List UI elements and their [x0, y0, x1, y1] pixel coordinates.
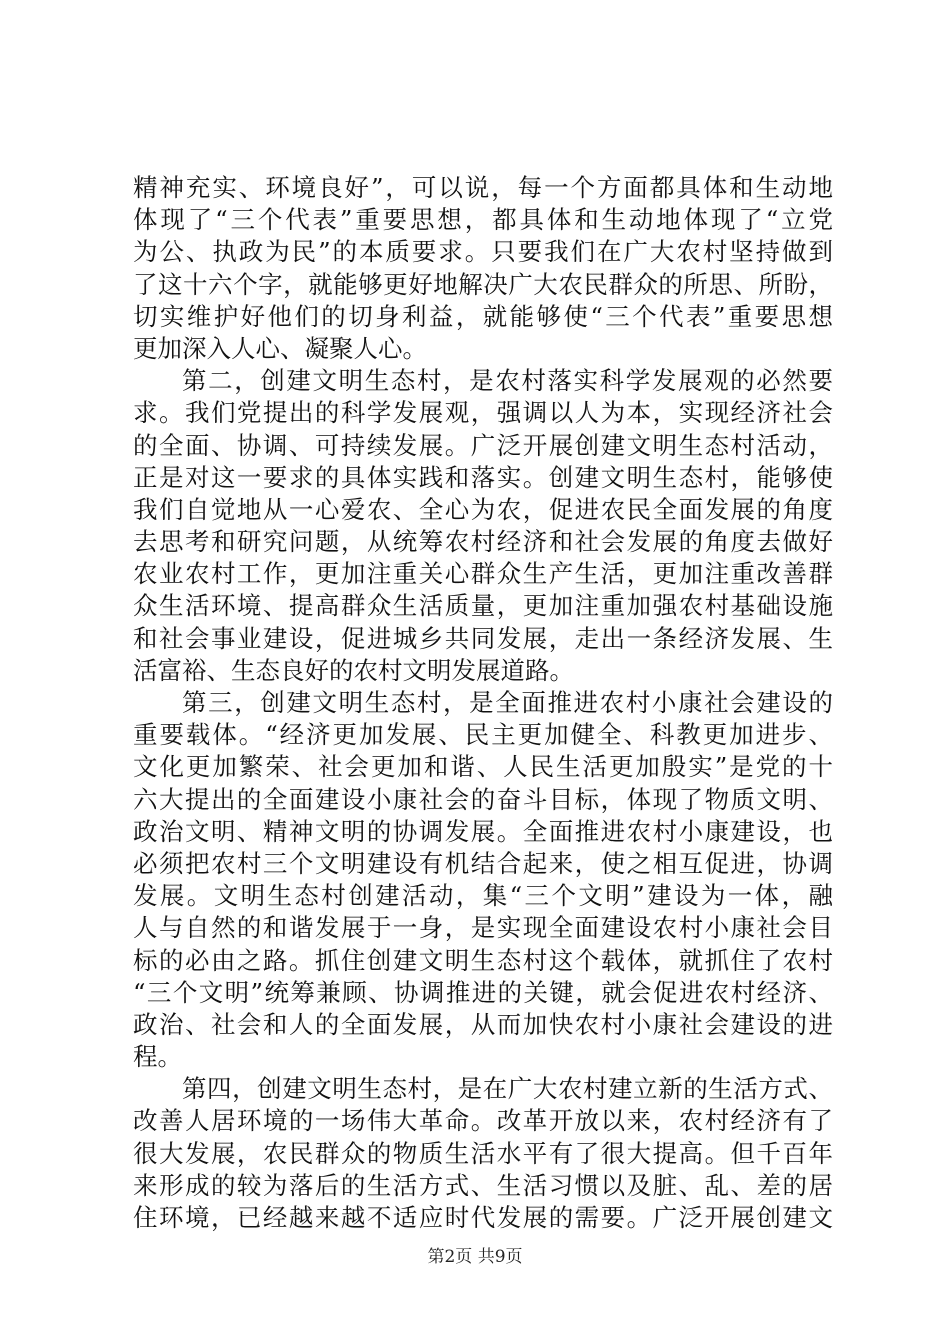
text-line: 了这十六个字，就能够更好地解决广大农民群众的所思、所盼，	[133, 269, 833, 299]
text-line: 和社会事业建设，促进城乡共同发展，走出一条经济发展、生	[133, 623, 833, 653]
text-line: 正是对这一要求的具体实践和落实。创建文明生态村，能够使	[133, 462, 833, 492]
text-line: 来形成的较为落后的生活方式、生活习惯以及脏、乱、差的居	[133, 1170, 833, 1200]
text-line: 人与自然的和谐发展于一身，是实现全面建设农村小康社会目	[133, 913, 833, 943]
text-line: 政治文明、精神文明的协调发展。全面推进农村小康建设，也	[133, 816, 833, 846]
text-line: 众生活环境、提高群众生活质量，更加注重加强农村基础设施	[133, 591, 833, 621]
text-line: 改善人居环境的一场伟大革命。改革开放以来，农村经济有了	[133, 1106, 833, 1136]
page-number-footer: 第2页 共9页	[427, 1247, 523, 1267]
text-line: 体现了“三个代表”重要思想，都具体和生动地体现了“立党	[133, 205, 833, 235]
text-line: 的全面、协调、可持续发展。广泛开展创建文明生态村活动，	[133, 430, 833, 460]
text-line: 发展。文明生态村创建活动，集“三个文明”建设为一体，融	[133, 881, 833, 911]
paragraph-start-line: 第二，创建文明生态村，是农村落实科学发展观的必然要	[182, 366, 833, 396]
text-line: 标的必由之路。抓住创建文明生态村这个载体，就抓住了农村	[133, 945, 833, 975]
text-line: “三个文明”统筹兼顾、协调推进的关键，就会促进农村经济、	[133, 977, 833, 1007]
text-line: 政治、社会和人的全面发展，从而加快农村小康社会建设的进	[133, 1009, 833, 1039]
text-line: 更加深入人心、凝聚人心。	[133, 333, 427, 363]
paragraph-start-line: 第四，创建文明生态村，是在广大农村建立新的生活方式、	[182, 1074, 833, 1104]
text-line: 我们自觉地从一心爱农、全心为农，促进农民全面发展的角度	[133, 494, 833, 524]
text-line: 活富裕、生态良好的农村文明发展道路。	[133, 655, 574, 685]
text-line: 重要载体。“经济更加发展、民主更加健全、科教更加进步、	[133, 720, 833, 750]
text-line: 六大提出的全面建设小康社会的奋斗目标，体现了物质文明、	[133, 784, 833, 814]
text-line: 去思考和研究问题，从统筹农村经济和社会发展的角度去做好	[133, 527, 833, 557]
text-line: 必须把农村三个文明建设有机结合起来，使之相互促进，协调	[133, 848, 833, 878]
body-text	[133, 172, 833, 1234]
text-line: 文化更加繁荣、社会更加和谐、人民生活更加殷实”是党的十	[133, 752, 833, 782]
text-line: 住环境，已经越来越不适应时代发展的需要。广泛开展创建文	[133, 1203, 833, 1232]
text-line: 为公、执政为民”的本质要求。只要我们在广大农村坚持做到	[133, 237, 833, 267]
paragraph-start-line: 第三，创建文明生态村，是全面推进农村小康社会建设的	[182, 688, 833, 717]
text-line: 很大发展，农民群众的物质生活水平有了很大提高。但千百年	[133, 1138, 833, 1168]
text-line: 农业农村工作，更加注重关心群众生产生活，更加注重改善群	[133, 559, 833, 589]
text-line: 程。	[133, 1042, 182, 1072]
text-line: 求。我们党提出的科学发展观，强调以人为本，实现经济社会	[133, 398, 833, 428]
text-line: 切实维护好他们的切身利益，就能够使“三个代表”重要思想	[133, 301, 833, 331]
text-line: 精神充实、环境良好”，可以说，每一个方面都具体和生动地	[133, 173, 833, 202]
